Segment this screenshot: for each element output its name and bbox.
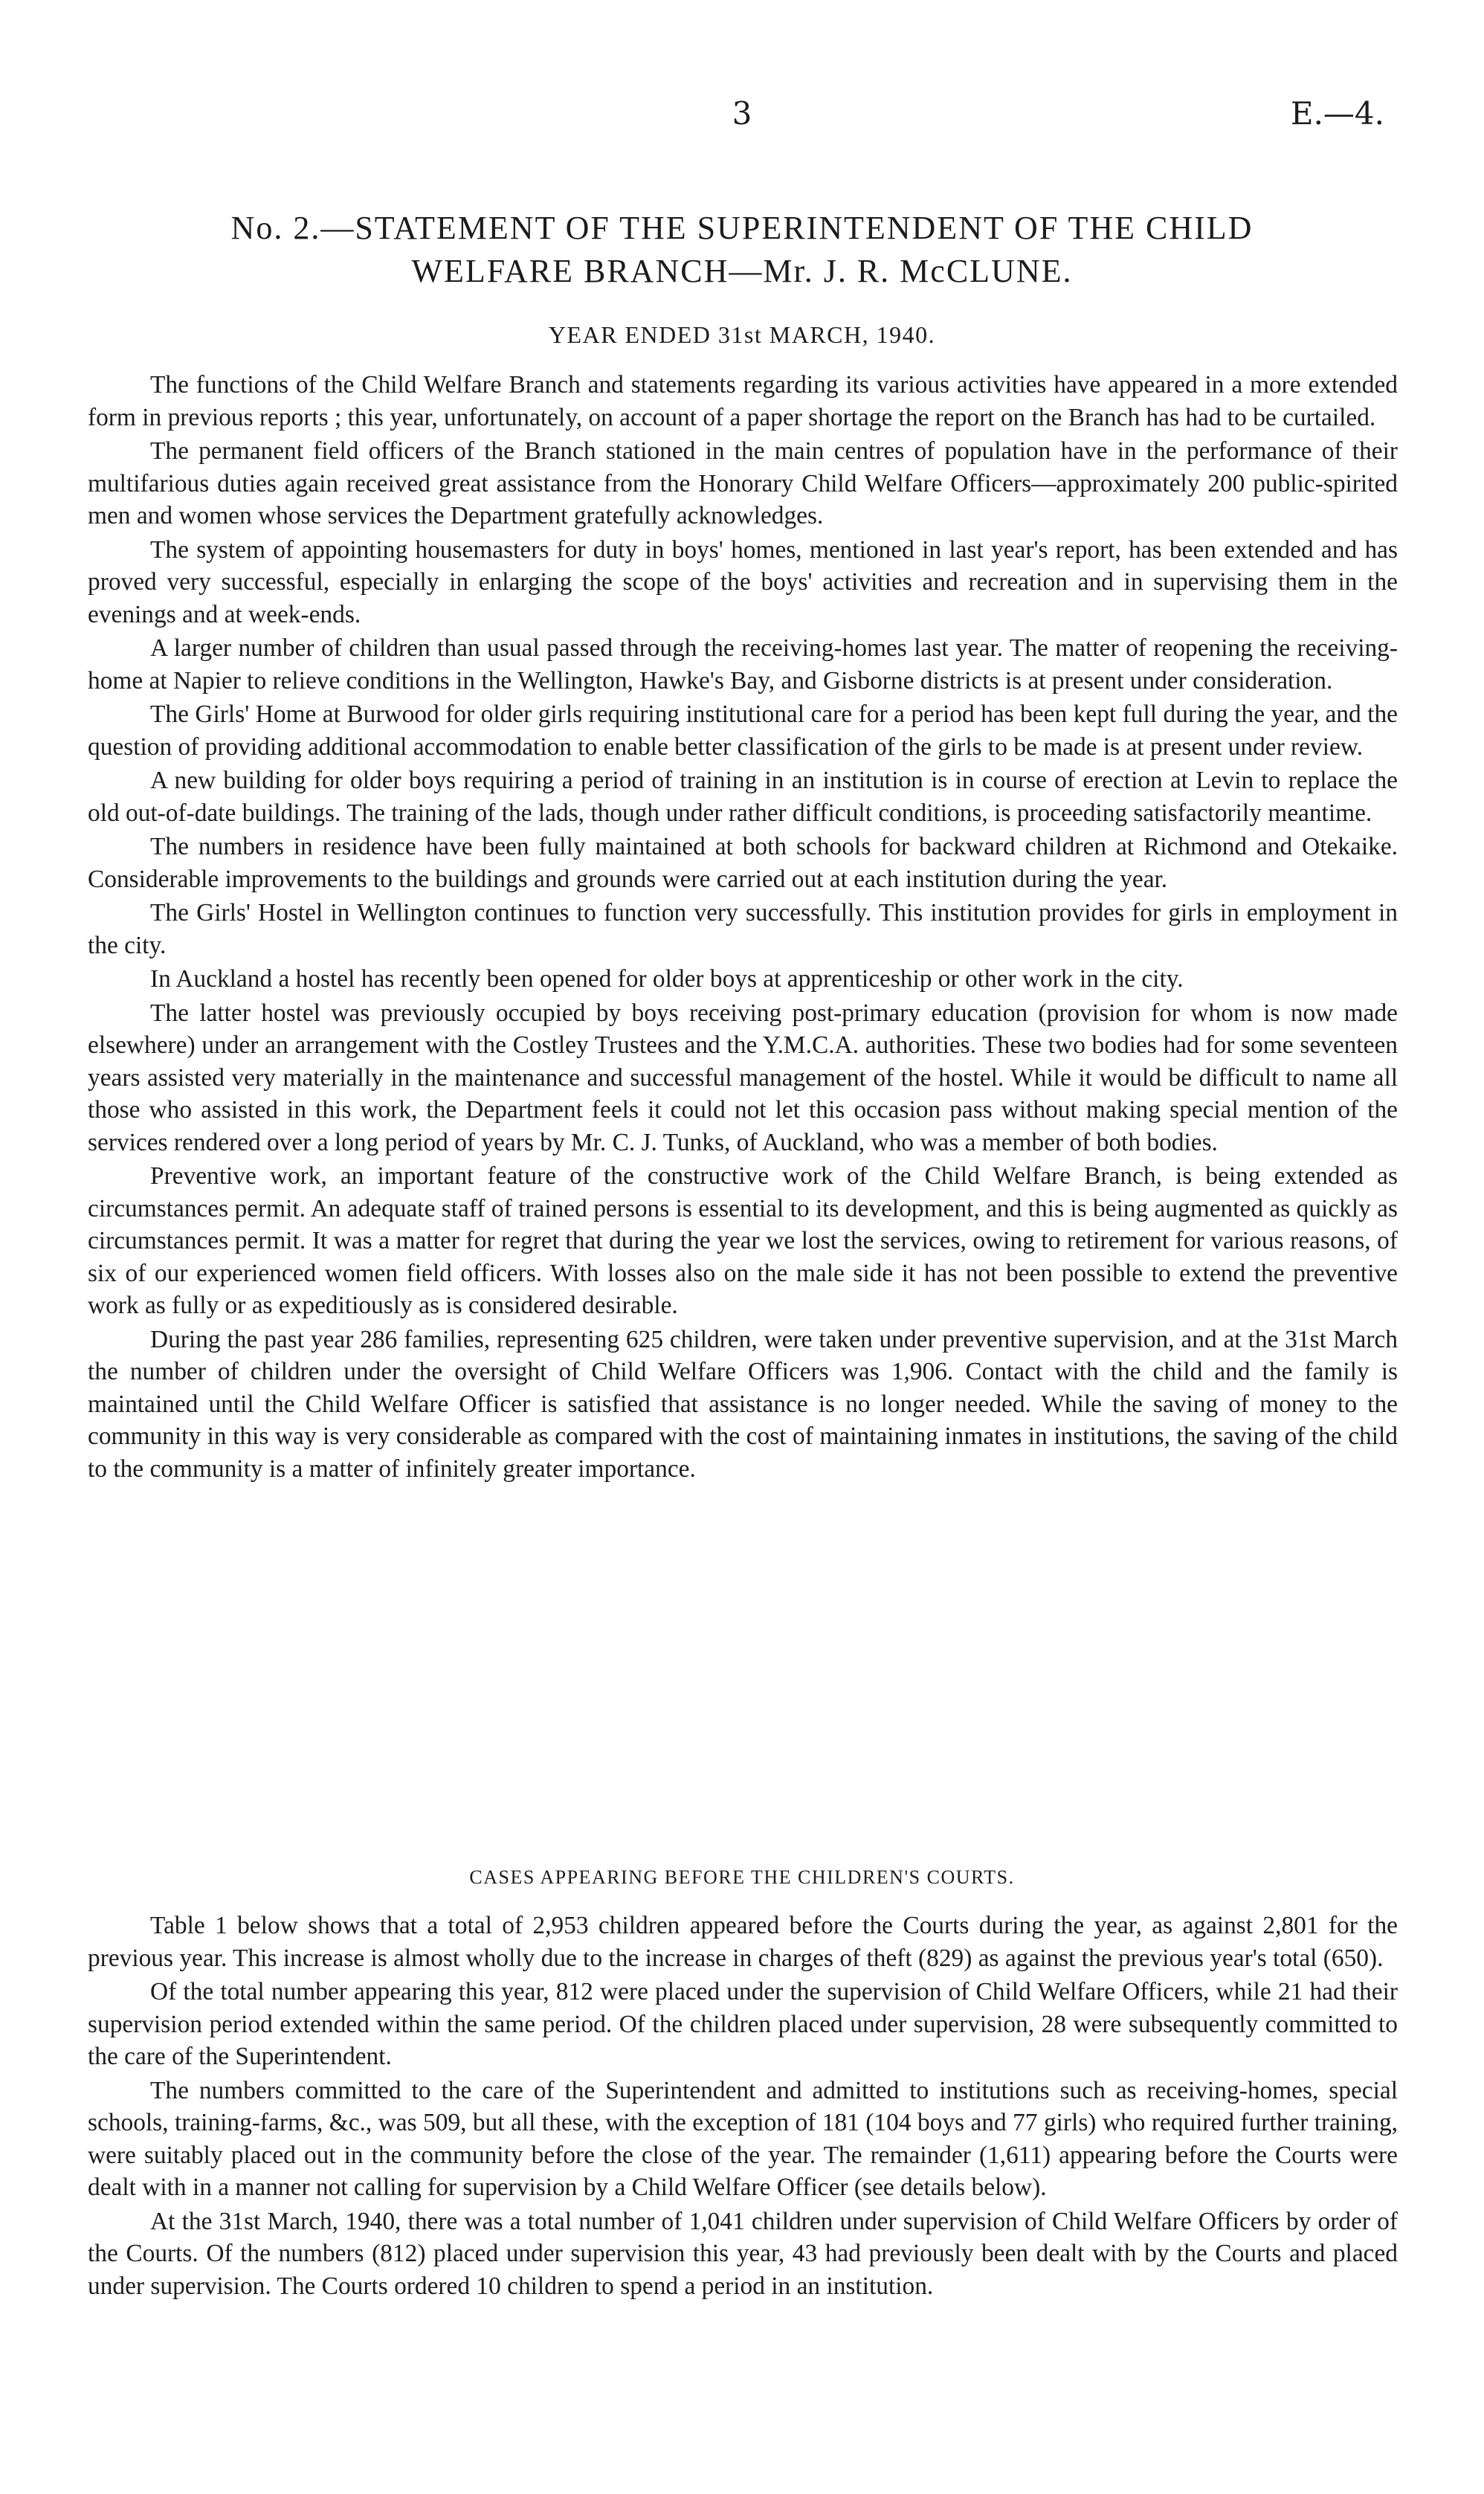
paragraph: During the past year 286 families, representing 625 children, were taken under preventive supervision, and at the 31st March the number of children under the oversight of Child Welfare Officers was 1,906. Contact with the child and the family is maintained until the Child Welfare Officer is satisfied that assistance is no longer needed. While the saving of money to the community in this way is very considerable as compared with the cost of maintaining inmates in institutions, the saving of the child to the community is a matter of infinitely greater importance. (88, 1325, 1398, 1483)
paragraph: The Girls' Hostel in Wellington continues to function very successfully. This institution provides for girls in employment in the city. (88, 899, 1398, 959)
page-title-line-1: No. 2.—STATEMENT OF THE SUPERINTENDENT OF THE CHILD (230, 210, 1254, 246)
paragraph: In Auckland a hostel has recently been opened for older boys at apprenticeship or other work in the city. (150, 965, 1184, 993)
document-reference: E.—4. (1290, 95, 1384, 132)
courts-section-body (88, 1910, 1398, 2304)
statement-body (88, 369, 1398, 1486)
paragraph: A larger number of children than usual passed through the receiving-homes last year. The matter of reopening the receiving-home at Napier to relieve conditions in the Wellington, Hawke's Bay, and Gisborne districts is at present under consideration. (88, 634, 1398, 695)
paragraph: Table 1 below shows that a total of 2,953 children appeared before the Courts during the year, as against 2,801 for the previous year. This increase is almost wholly due to the increase in charges of theft (829) as against the previous year's total (650). (88, 1912, 1398, 1972)
paragraph: The functions of the Child Welfare Branch and statements regarding its various activities have appeared in a more extended form in previous reports ; this year, unfortunately, on account of a paper shortage the report on the Branch has had to be curtailed. (88, 371, 1398, 431)
title-block (141, 207, 1343, 293)
paragraph: The system of appointing housemasters for duty in boys' homes, mentioned in last year's report, has been extended and has proved very successful, especially in enlarging the scope of the boys' activities and recreation and in supervising them in the evenings and at week-ends. (88, 535, 1398, 628)
paragraph: At the 31st March, 1940, there was a total number of 1,041 children under supervision of Child Welfare Officers by order of the Courts. Of the numbers (812) placed under supervision this year, 43 had previously been dealt with by the Courts and placed under supervision. The Courts ordered 10 children to spend a period in an institution. (88, 2207, 1398, 2300)
report-period-subtitle: YEAR ENDED 31st MARCH, 1940. (548, 321, 936, 348)
page-number: 3 (732, 95, 752, 132)
paragraph: The Girls' Home at Burwood for older girls requiring institutional care for a period has been kept full during the year, and the question of providing additional accommodation to enable better classification of the girls to be made is at present under review. (88, 700, 1398, 761)
page-title-line-2: WELFARE BRANCH—Mr. J. R. McCLUNE. (411, 253, 1073, 289)
paragraph: Of the total number appearing this year, 812 were placed under the supervision of Child Welfare Officers, while 21 had their supervision period extended within the same period. Of the children placed under supervision, 28 were subsequently committed to the care of the Superintendent. (88, 1978, 1398, 2070)
paragraph: The permanent field officers of the Branch stationed in the main centres of population have in the performance of their multifarious duties again received great assistance from the Honorary Child Welfare Officers—approximately 200 public-spirited men and women whose services the Department gratefully acknowledges. (88, 437, 1398, 529)
paragraph: The numbers committed to the care of the Superintendent and admitted to institutions such as receiving-homes, special schools, training-farms, &c., was 509, but all these, with the exception of 181 (104 boys and 77 girls) who required further training, were suitably placed out in the community before the close of the year. The remainder (1,611) appearing before the Courts were dealt with in a manner not calling for supervision by a Child Welfare Officer (see details below). (88, 2076, 1398, 2201)
page-title (141, 207, 1343, 293)
section-heading: CASES APPEARING BEFORE THE CHILDREN'S COURTS. (469, 1866, 1015, 1888)
paragraph: A new building for older boys requiring a period of training in an institution is in course of erection at Levin to replace the old out-of-date buildings. The training of the lads, though under rather difficult conditions, is proceeding satisfactorily meantime. (88, 767, 1398, 827)
paragraph: Preventive work, an important feature of the constructive work of the Child Welfare Branch, is being extended as circumstances permit. An adequate staff of trained persons is essential to its development, and this is being augmented as quickly as circumstances permit. It was a matter for regret that during the year we lost the services, owing to retirement for various reasons, of six of our experienced women field officers. With losses also on the male side it has not been possible to extend the preventive work as fully or as expeditiously as is considered desirable. (88, 1162, 1398, 1319)
paragraph: The numbers in residence have been fully maintained at both schools for backward children at Richmond and Otekaike. Considerable improvements to the buildings and grounds were carried out at each institution during the year. (88, 833, 1398, 893)
paragraph: The latter hostel was previously occupied by boys receiving post-primary education (provision for whom is now made elsewhere) under an arrangement with the Costley Trustees and the Y.M.C.A. authorities. These two bodies had for some seventeen years assisted very materially in the maintenance and successful management of the hostel. While it would be difficult to name all those who assisted in this work, the Department feels it could not let this occasion pass without making special mention of the services rendered over a long period of years by Mr. C. J. Tunks, of Auckland, who was a member of both bodies. (88, 999, 1398, 1156)
